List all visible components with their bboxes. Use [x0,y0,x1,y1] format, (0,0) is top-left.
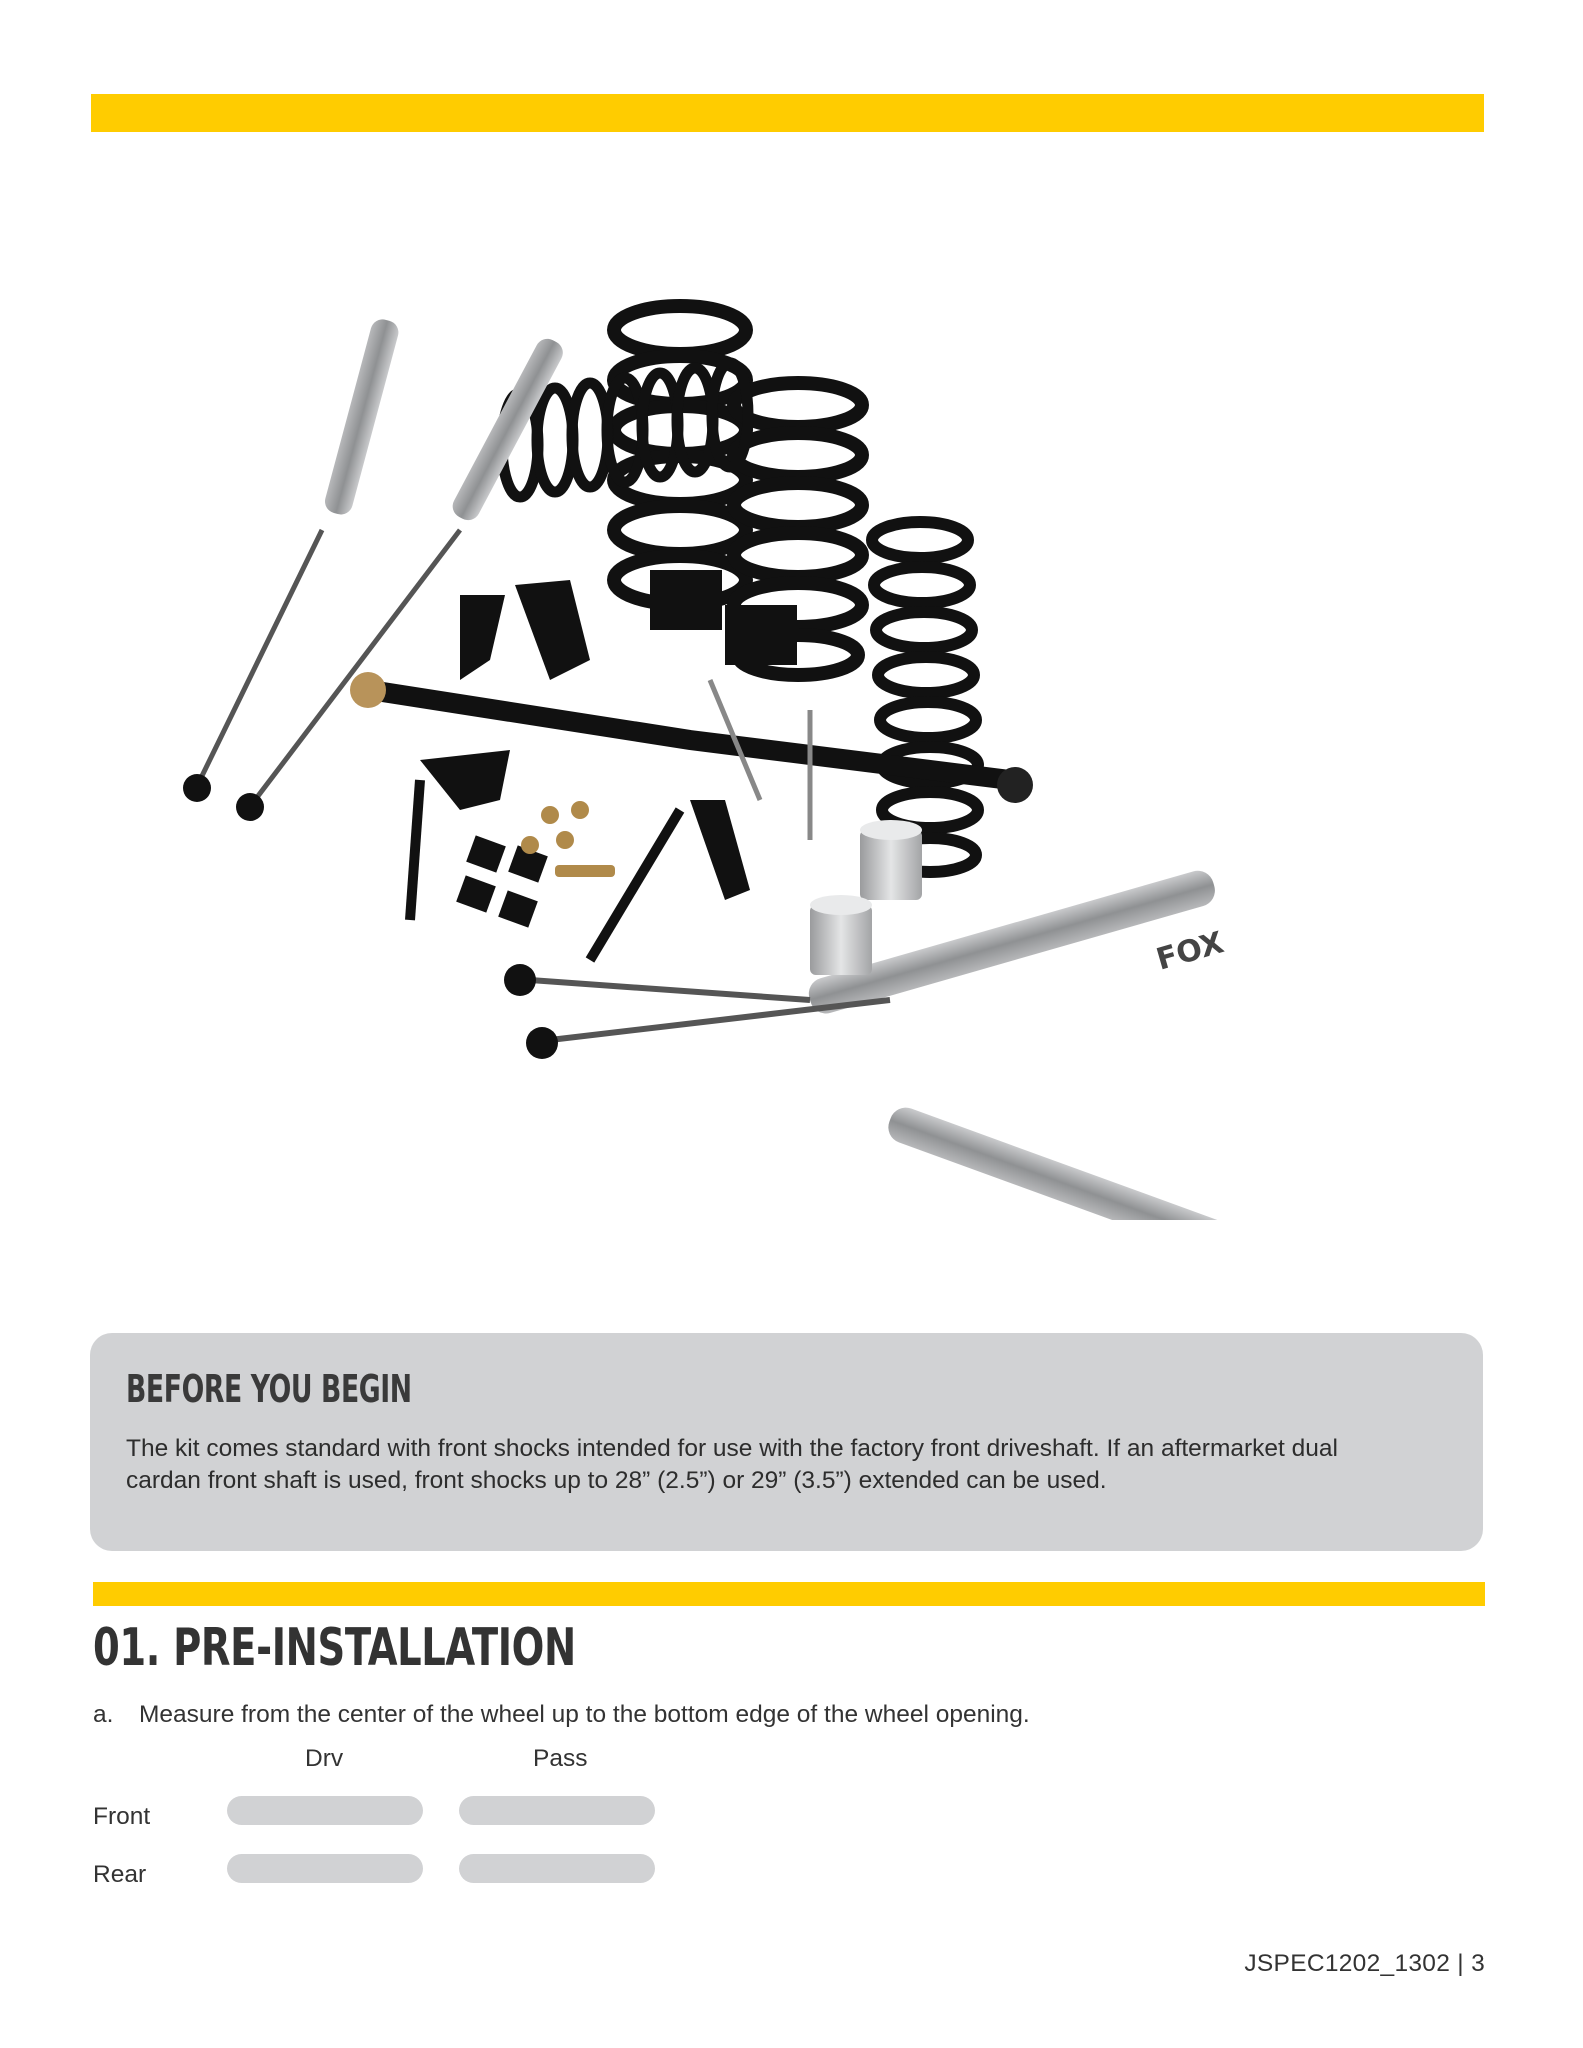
top-accent-bar [91,94,1484,132]
footer-separator: | [1457,1950,1464,1977]
rear-coil-spring [872,522,978,872]
note-line-1: The kit comes standard with front shocks intended for use with the factory front driveshaft. If an aftermarket dual [126,1435,1338,1462]
bump-stop-spacers [810,820,922,975]
note-body [126,1433,1446,1497]
doc-code: JSPEC1202_1302 [1244,1950,1451,1977]
step-a [93,1701,1030,1729]
page-number: 3 [1471,1950,1485,1977]
rear-pass-field[interactable] [459,1854,655,1883]
rear-drv-field[interactable] [227,1854,423,1883]
column-header-drv: Drv [305,1745,344,1772]
row-label-front: Front [93,1803,151,1830]
front-shocks-left [183,317,567,821]
step-a-text: Measure from the center of the wheel up to the bottom edge of the wheel opening. [139,1701,1030,1728]
before-you-begin-box [90,1333,1483,1551]
column-header-pass: Pass [533,1745,588,1772]
front-drv-field[interactable] [227,1796,423,1825]
page-footer [1244,1950,1485,1978]
section-accent-bar [93,1582,1485,1606]
note-line-2: cardan front shaft is used, front shocks up to 28” (2.5”) or 29” (3.5”) extended can be used. [126,1467,1107,1494]
row-label-rear: Rear [93,1861,147,1888]
note-title: BEFORE YOU BEGIN [126,1367,412,1411]
front-pass-field[interactable] [459,1796,655,1825]
step-a-letter: a. [93,1701,114,1728]
svg-text:FOX: FOX [1152,925,1228,978]
section-title: 01. PRE-INSTALLATION [93,1618,576,1678]
rear-shocks-right [504,867,1291,1220]
suspension-kit-photo [170,240,1410,1220]
